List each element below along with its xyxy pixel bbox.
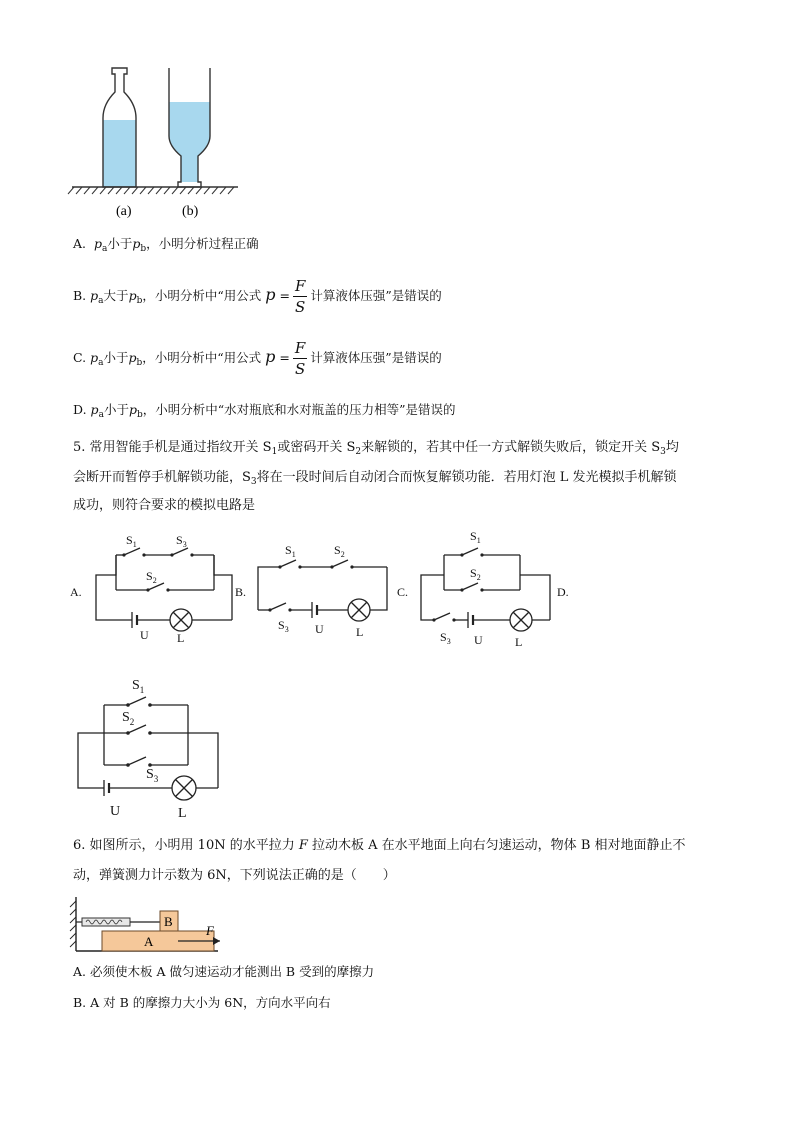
svg-text:C.: C.	[397, 585, 409, 599]
svg-text:L: L	[177, 631, 185, 645]
q4-option-c: C. $p_a$小于$p_b$，小明分析中“用公式 p = $\frac{F}{S}$ 计算液体压强”是错误的	[73, 339, 442, 378]
q6-option-b: B. A 对 B 的摩擦力大小为 6N，方向水平向右	[73, 995, 331, 1010]
circuit-c	[421, 548, 550, 631]
svg-text:U: U	[315, 622, 324, 636]
svg-text:S2: $S_2$	[122, 710, 135, 727]
circuit-diagrams	[60, 525, 580, 830]
svg-text:S1: $S_1$	[132, 678, 145, 695]
svg-text:A.: A.	[70, 585, 82, 599]
svg-text:S2: $S_2$	[470, 566, 481, 582]
svg-text:B: B	[164, 914, 173, 929]
svg-text:S3: $S_3$	[278, 618, 289, 634]
svg-text:S3: $S_3$	[146, 767, 159, 784]
svg-text:S1: $S_1$	[126, 533, 137, 549]
q6-option-a: A. 必须使木板 A 做匀速运动才能测出 B 受到的摩擦力	[73, 964, 375, 979]
svg-text:S3: $S_3$	[440, 630, 451, 646]
q4-option-a: A. $p_a$小于$p_b$，小明分析过程正确	[73, 236, 259, 254]
svg-text:L: L	[178, 806, 187, 821]
circuit-b	[258, 560, 387, 621]
svg-text:A: A	[144, 934, 154, 949]
svg-text:F: F	[206, 923, 214, 938]
svg-text:U: U	[140, 628, 149, 642]
spring-scale-figure	[66, 893, 230, 957]
svg-text:L: L	[356, 625, 364, 639]
formula-fraction: $\frac{F}{S}$	[294, 277, 306, 316]
q5-line-2: 会断开而暂停手机解锁功能，$S_3$将在一段时间后自动闭合而恢复解锁功能．若用灯泡 L 发光模拟手机解锁	[73, 470, 677, 487]
svg-text:S2: $S_2$	[146, 569, 157, 585]
svg-text:S1: $S_1$	[285, 543, 296, 559]
svg-text:U: U	[110, 804, 121, 819]
q4-option-d: D. $p_a$小于$p_b$，小明分析中“水对瓶底和水对瓶盖的压力相等”是错误的	[73, 402, 456, 420]
label-a: (a)	[116, 204, 132, 219]
svg-text:U: U	[474, 633, 483, 647]
svg-text:S3: $S_3$	[176, 533, 187, 549]
label-b: (b)	[182, 204, 199, 219]
svg-text:S2: $S_2$	[334, 543, 345, 559]
svg-text:L: L	[515, 635, 523, 649]
q6-line-1: 6. 如图所示，小明用 10N 的水平拉力 F 拉动木板 A 在水平地面上向右匀速运动，物体 B 相对地面静止不	[73, 838, 686, 853]
q4-option-b: B. $p_a$大于$p_b$，小明分析中“用公式 p = $\frac{F}{S}$ 计算液体压强”是错误的	[73, 277, 442, 316]
svg-text:B.: B.	[235, 585, 247, 599]
svg-text:D.: D.	[557, 585, 569, 599]
q6-line-2: 动，弹簧测力计示数为 6N，下列说法正确的是（ ）	[73, 868, 396, 883]
svg-text:S1: $S_1$	[470, 529, 481, 545]
circuit-a	[96, 548, 232, 631]
circuit-d	[78, 697, 218, 800]
formula-fraction: $\frac{F}{S}$	[294, 339, 306, 378]
q5-line-3: 成功，则符合要求的模拟电路是	[73, 498, 256, 513]
formula-p: p	[265, 347, 276, 366]
bottles-figure	[60, 60, 250, 225]
q5-line-1: 5. 常用智能手机是通过指纹开关 $S_1$或密码开关 $S_2$来解锁的，若其中任一方式解锁失败后，锁定开关 $S_3$均	[73, 440, 679, 457]
formula-p: p	[265, 285, 276, 304]
